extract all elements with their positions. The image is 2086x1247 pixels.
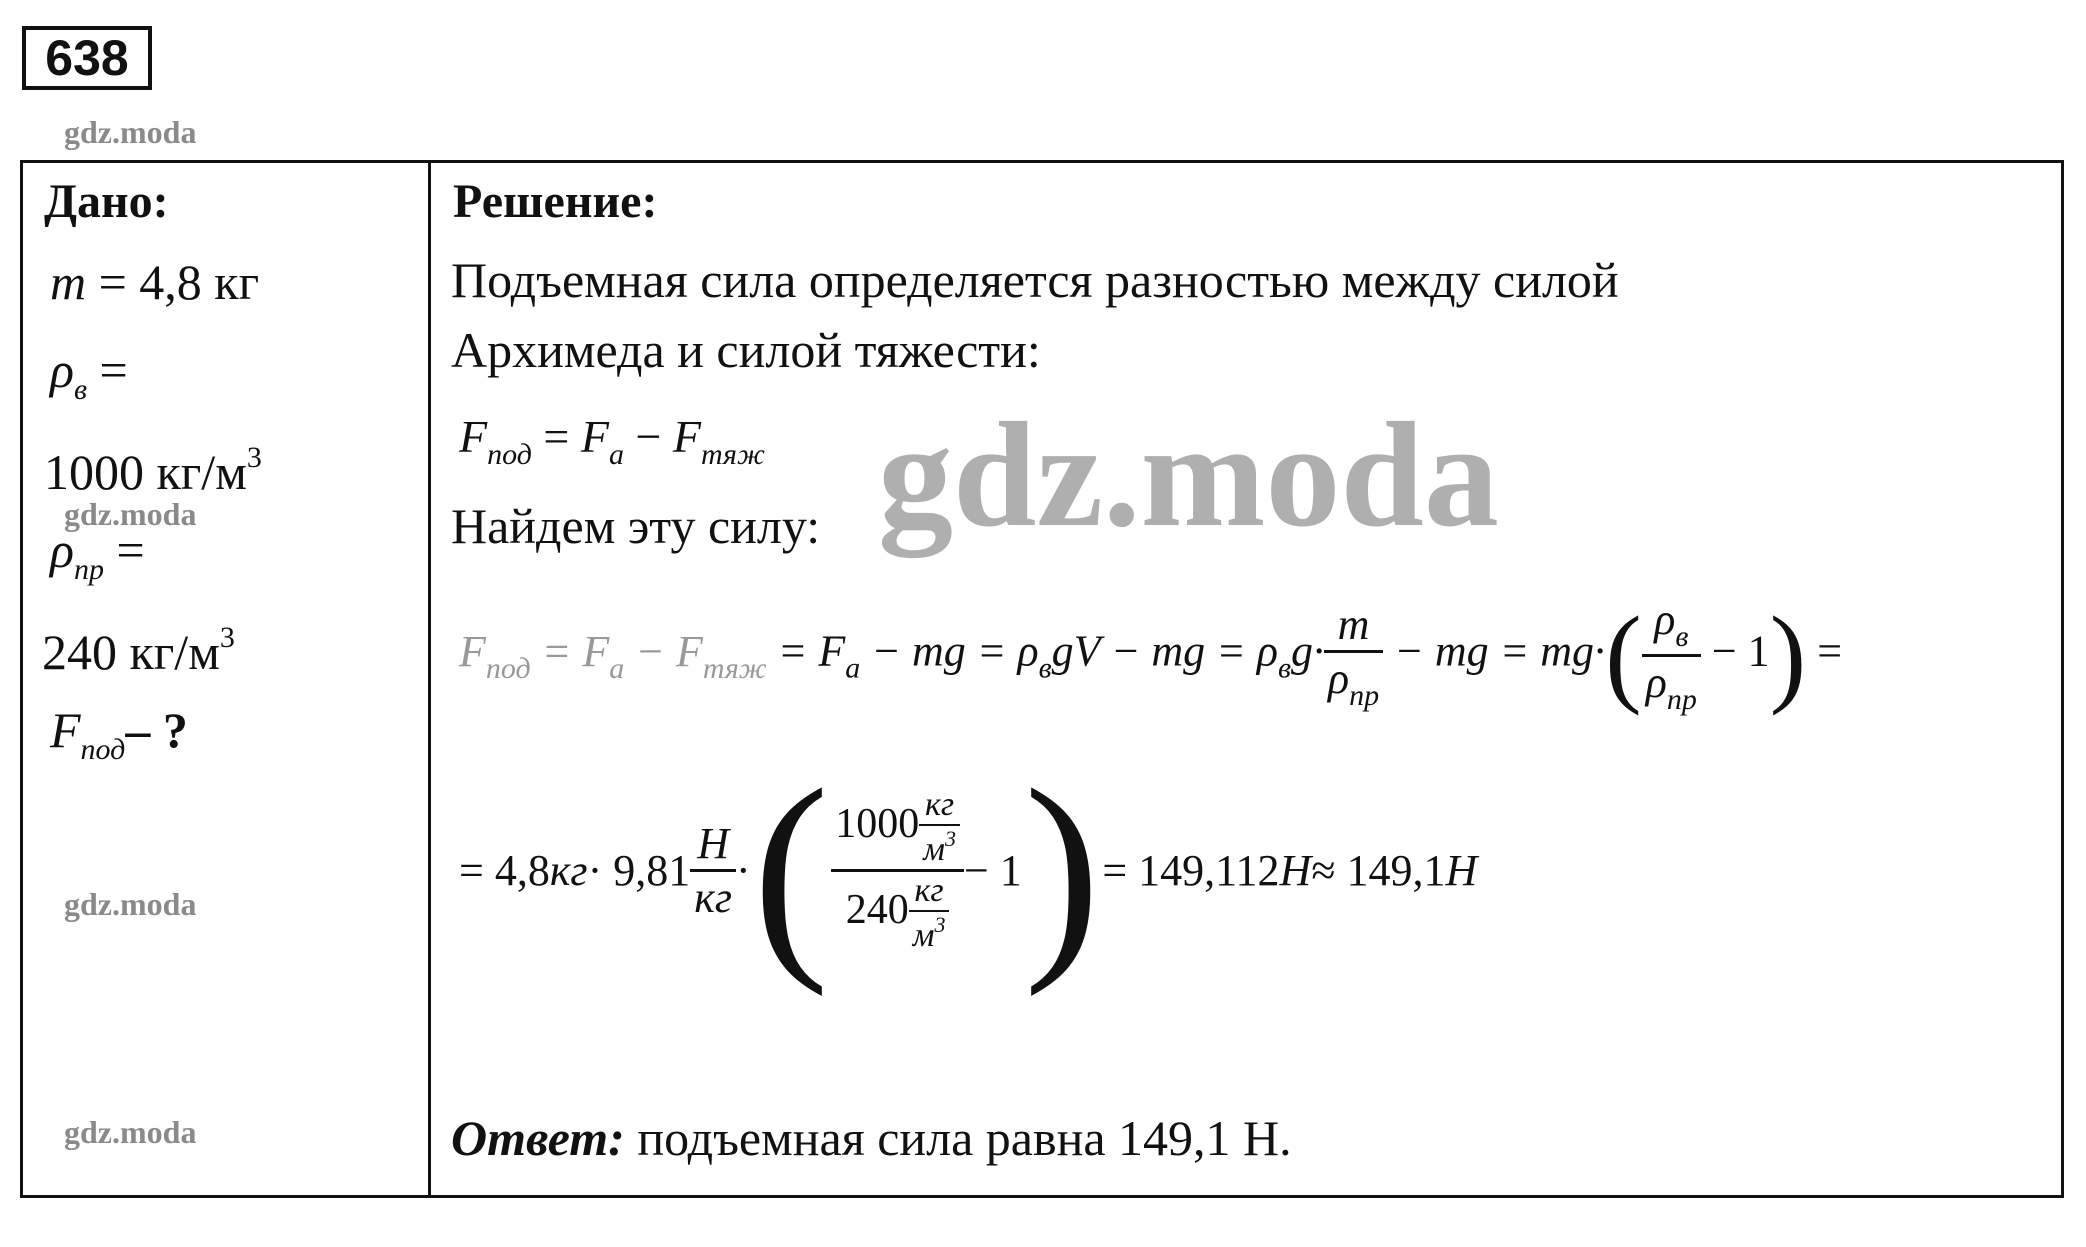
f3-lead: = 4,8 bbox=[459, 845, 550, 895]
rho-water-sub: в bbox=[74, 373, 88, 406]
f2-fraction-m-rho: $\frac{m}{\rho_{пр}}$ bbox=[1324, 599, 1383, 713]
f2-tail: = bbox=[1806, 626, 1843, 676]
f2-s4: а bbox=[845, 651, 861, 685]
solution-column bbox=[431, 160, 2061, 1198]
f3-big-num: 1000 bbox=[835, 800, 920, 847]
rho-pr-symbol: ρ bbox=[50, 522, 74, 578]
solution-line-3: Найдем эту силу: bbox=[451, 498, 821, 554]
rho-pr-sub: пр bbox=[74, 553, 104, 586]
problem-number: 638 bbox=[22, 26, 152, 90]
watermark-left-2: gdz.moda bbox=[64, 886, 197, 922]
rho-pr-exp: 3 bbox=[219, 621, 235, 654]
given-mass bbox=[50, 252, 259, 312]
rho-water-eq: = bbox=[87, 342, 128, 398]
answer-line bbox=[451, 1108, 1292, 1168]
watermark-left-1: gdz.moda bbox=[64, 496, 197, 532]
watermark-left-3: gdz.moda bbox=[64, 1114, 197, 1150]
f2-part6: gV − mg = ρ bbox=[1051, 626, 1278, 676]
formula-lift-force bbox=[459, 410, 765, 472]
given-unknown bbox=[50, 700, 188, 780]
f2-part7: g· bbox=[1291, 626, 1324, 676]
f3-result: = 149,112 bbox=[1102, 845, 1280, 895]
solution-line-1: Подъемная сила определяется разностью между силой bbox=[451, 252, 1619, 308]
given-header: Дано: bbox=[44, 175, 169, 228]
watermark-large: gdz.moda bbox=[878, 392, 1499, 558]
f1-Fa: F bbox=[580, 411, 609, 462]
f2-faded-part: $F_{под} = F_а - F_{тяж}$ bbox=[459, 626, 767, 685]
f2-s5: в bbox=[1038, 651, 1052, 685]
answer-text: подъемная сила равна 149,1 Н. bbox=[624, 1110, 1292, 1166]
given-rho-water-value bbox=[44, 428, 262, 502]
f2-rparen: ) bbox=[1769, 594, 1807, 716]
solution-line-2: Архимеда и силой тяжести: bbox=[451, 322, 1041, 378]
mass-value: = 4,8 кг bbox=[86, 254, 260, 310]
solution-header: Решение: bbox=[453, 175, 658, 228]
f3-big-fraction: 1000 $\frac{кг}{м^3}$ 240 $\frac{кг}{м^3}$ bbox=[831, 786, 964, 955]
f2-minus-one: − 1 bbox=[1700, 626, 1770, 676]
unknown-sub: под bbox=[80, 733, 126, 766]
rho-pr-value: 240 кг/м bbox=[42, 624, 220, 680]
rho-water-value: 1000 кг/м bbox=[44, 444, 247, 500]
given-rho-water bbox=[50, 340, 128, 420]
unknown-symbol: F bbox=[50, 702, 81, 758]
rho-water-exp: 3 bbox=[246, 441, 262, 474]
f3-big-den: 240 bbox=[845, 886, 909, 933]
f2-lparen: ( bbox=[1605, 594, 1642, 716]
f1-Ft: F bbox=[672, 411, 702, 462]
f1-minus: − bbox=[623, 411, 673, 462]
rho-water-symbol: ρ bbox=[50, 342, 74, 398]
f3-rparen: ) bbox=[1023, 742, 1101, 997]
f2-part4: = F bbox=[766, 626, 846, 676]
rho-pr-eq: = bbox=[104, 522, 145, 578]
f3-H1: Н bbox=[1279, 845, 1312, 895]
formula-derivation bbox=[459, 592, 1842, 742]
f3-fraction-N-kg: $\frac{Н}{кг}$ bbox=[690, 818, 736, 923]
given-rho-pr-value bbox=[42, 608, 235, 682]
f1-sub-pod: под bbox=[487, 438, 532, 471]
f3-minus-one: − 1 bbox=[963, 845, 1022, 895]
f1-sub-a: а bbox=[608, 438, 624, 471]
f3-kg: кг bbox=[549, 845, 588, 895]
mass-symbol: m bbox=[50, 254, 87, 310]
f3-mid: · 9,81 bbox=[587, 845, 691, 895]
formula-calculation bbox=[459, 742, 1478, 997]
f3-H2: Н bbox=[1445, 845, 1478, 895]
f3-approx: ≈ 149,1 bbox=[1311, 845, 1446, 895]
f2-fraction-rho: $\frac{\rho_в}{\rho_{пр}}$ bbox=[1642, 594, 1701, 717]
f1-F: F bbox=[459, 411, 488, 462]
f2-s6: в bbox=[1277, 651, 1291, 685]
unknown-question: – ? bbox=[125, 702, 188, 758]
watermark-top: gdz.moda bbox=[64, 114, 197, 150]
f3-lparen: ( bbox=[752, 742, 830, 997]
f1-sub-t: тяж bbox=[701, 438, 765, 471]
answer-label: Ответ: bbox=[451, 1110, 625, 1166]
f3-dot: · bbox=[735, 845, 751, 895]
f2-part5: − mg = ρ bbox=[860, 626, 1039, 676]
given-rho-pr bbox=[50, 520, 145, 600]
f2-part8: − mg = mg· bbox=[1383, 626, 1606, 676]
given-column bbox=[20, 160, 428, 1198]
f1-eq: = bbox=[531, 411, 581, 462]
